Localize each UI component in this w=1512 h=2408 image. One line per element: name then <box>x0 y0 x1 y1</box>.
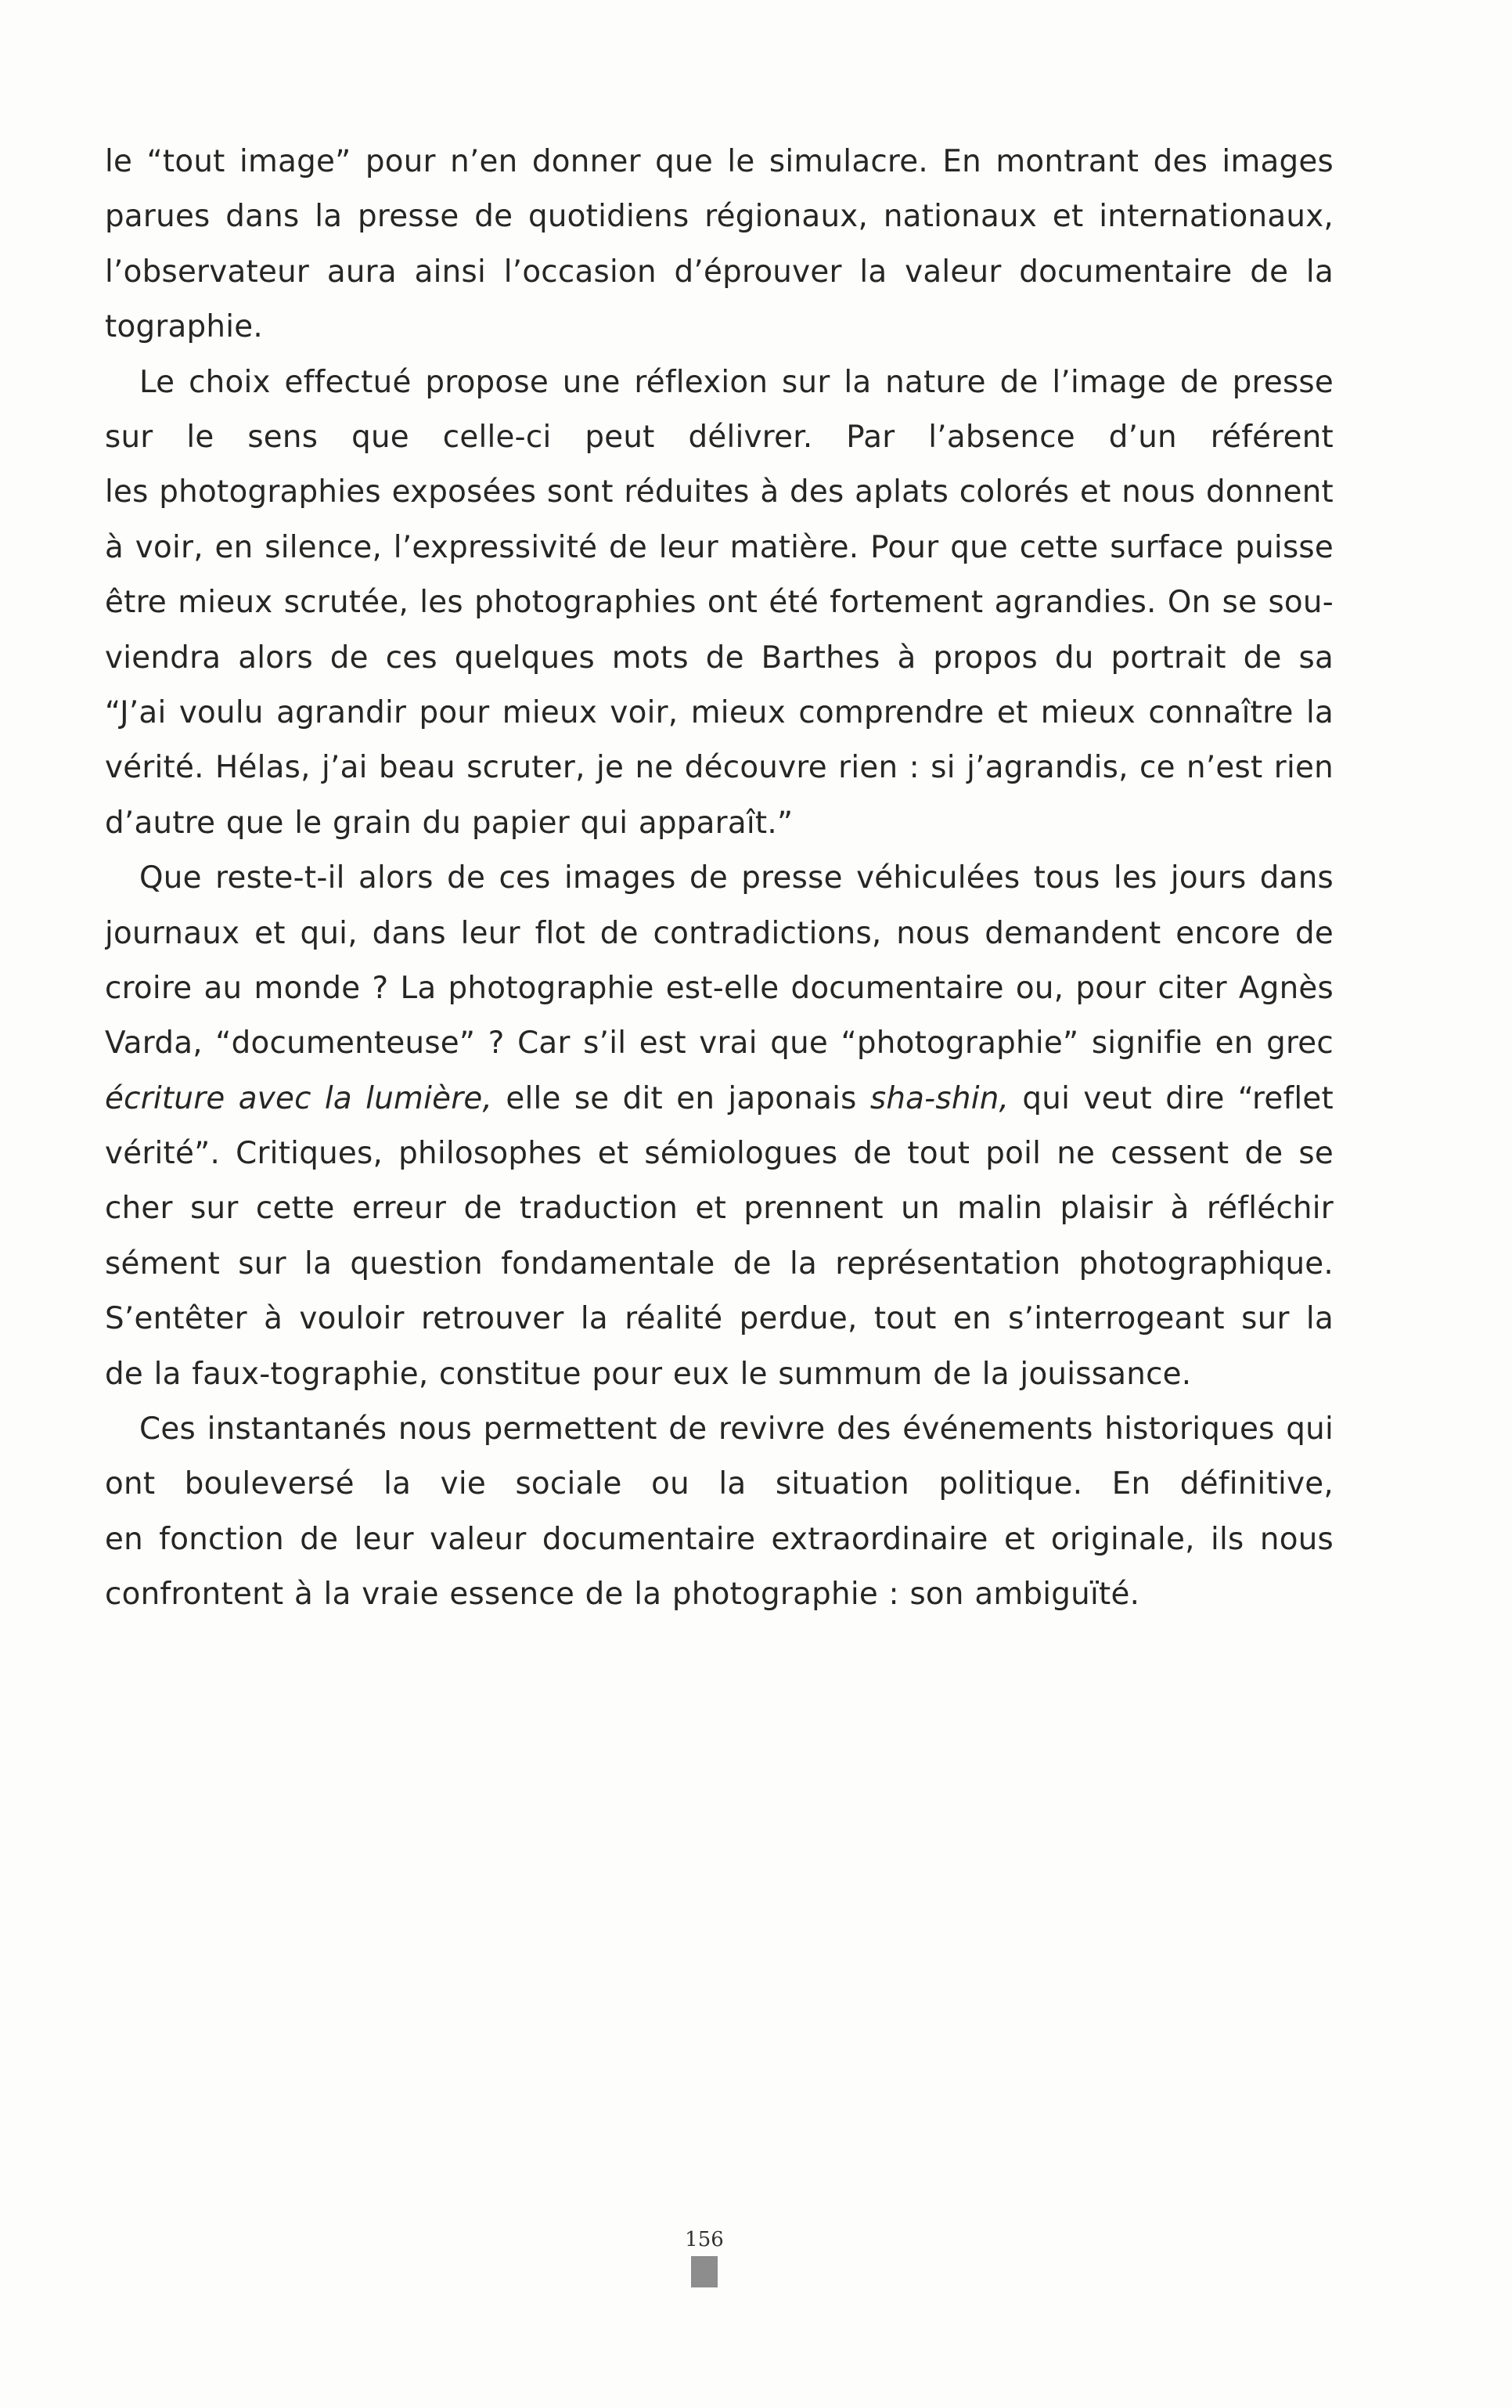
text-line: journaux et qui, dans leur flot de contradictions, nous demandent encore de <box>105 915 1334 951</box>
text-line: à voir, en silence, l’expressivité de leur matière. Pour que cette surface puisse <box>105 529 1334 565</box>
text-line: tographie. <box>105 309 263 345</box>
text-line: Ces instantanés nous permettent de revivre des événements historiques qui <box>139 1411 1334 1447</box>
text-line: parues dans la presse de quotidiens régionaux, nationaux et internationaux, <box>105 199 1334 235</box>
text-line: sément sur la question fondamentale de la représentation photographique. <box>105 1245 1334 1282</box>
italic-phrase: écriture avec la lumière, <box>105 1080 493 1116</box>
text-line: confrontent à la vraie essence de la photographie : son ambiguïté. <box>105 1577 1140 1613</box>
text-line: sur le sens que celle-ci peut délivrer. Par l’absence d’un référent <box>105 419 1334 455</box>
text-line: viendra alors de ces quelques mots de Barthes à propos du portrait de sa <box>105 640 1334 676</box>
text-line: cher sur cette erreur de traduction et prennent un malin plaisir à réfléchir <box>105 1191 1334 1227</box>
text-line: Varda, “documenteuse” ? Car s’il est vrai que “photographie” signifie en grec <box>105 1026 1334 1062</box>
text-line-mixed <box>105 1072 1334 1126</box>
text-line: l’observateur aura ainsi l’occasion d’éprouver la valeur documentaire de la <box>105 254 1334 290</box>
text-fragment: elle se dit en japonais <box>492 1080 870 1116</box>
page-marker-block <box>691 2256 718 2287</box>
text-line: le “tout image” pour n’en donner que le simulacre. En montrant des images <box>105 144 1334 179</box>
body-text <box>105 135 1334 1623</box>
text-line: Le choix effectué propose une réflexion sur la nature de l’image de presse <box>139 364 1334 400</box>
text-line: S’entêter à vouloir retrouver la réalité perdue, tout en s’interrogeant sur la <box>105 1301 1334 1337</box>
text-line: “J’ai voulu agrandir pour mieux voir, mieux comprendre et mieux connaître la <box>105 694 1334 730</box>
paragraph-2 <box>105 355 1334 852</box>
text-line: Que reste-t-il alors de ces images de presse véhiculées tous les jours dans <box>139 860 1334 896</box>
text-line: croire au monde ? La photographie est-elle documentaire ou, pour citer Agnès <box>105 970 1334 1006</box>
text-line: de la faux-tographie, constitue pour eux le summum de la jouissance. <box>105 1356 1192 1392</box>
text-line: être mieux scrutée, les photographies ont été fortement agrandies. On se sou- <box>105 585 1334 621</box>
text-fragment: qui veut dire “reflet <box>1022 1080 1334 1116</box>
paragraph-4 <box>105 1402 1334 1623</box>
text-line: en fonction de leur valeur documentaire extraordinaire et originale, ils nous <box>105 1521 1334 1557</box>
text-line: vérité”. Critiques, philosophes et sémiologues de tout poil ne cessent de se <box>105 1136 1334 1172</box>
text-line: vérité. Hélas, j’ai beau scruter, je ne découvre rien : si j’agrandis, ce n’est rien <box>105 750 1334 786</box>
page-footer <box>685 2228 724 2287</box>
italic-phrase: sha-shin, <box>869 1080 1010 1116</box>
text-line: ont bouleversé la vie sociale ou la situation politique. En définitive, <box>105 1466 1334 1502</box>
text-line: les photographies exposées sont réduites à des aplats colorés et nous donnent <box>105 474 1334 510</box>
text-line: d’autre que le grain du papier qui apparaît.” <box>105 805 794 841</box>
paragraph-3 <box>105 851 1334 1402</box>
page-number: 156 <box>685 2228 724 2251</box>
paragraph-1 <box>105 135 1334 355</box>
